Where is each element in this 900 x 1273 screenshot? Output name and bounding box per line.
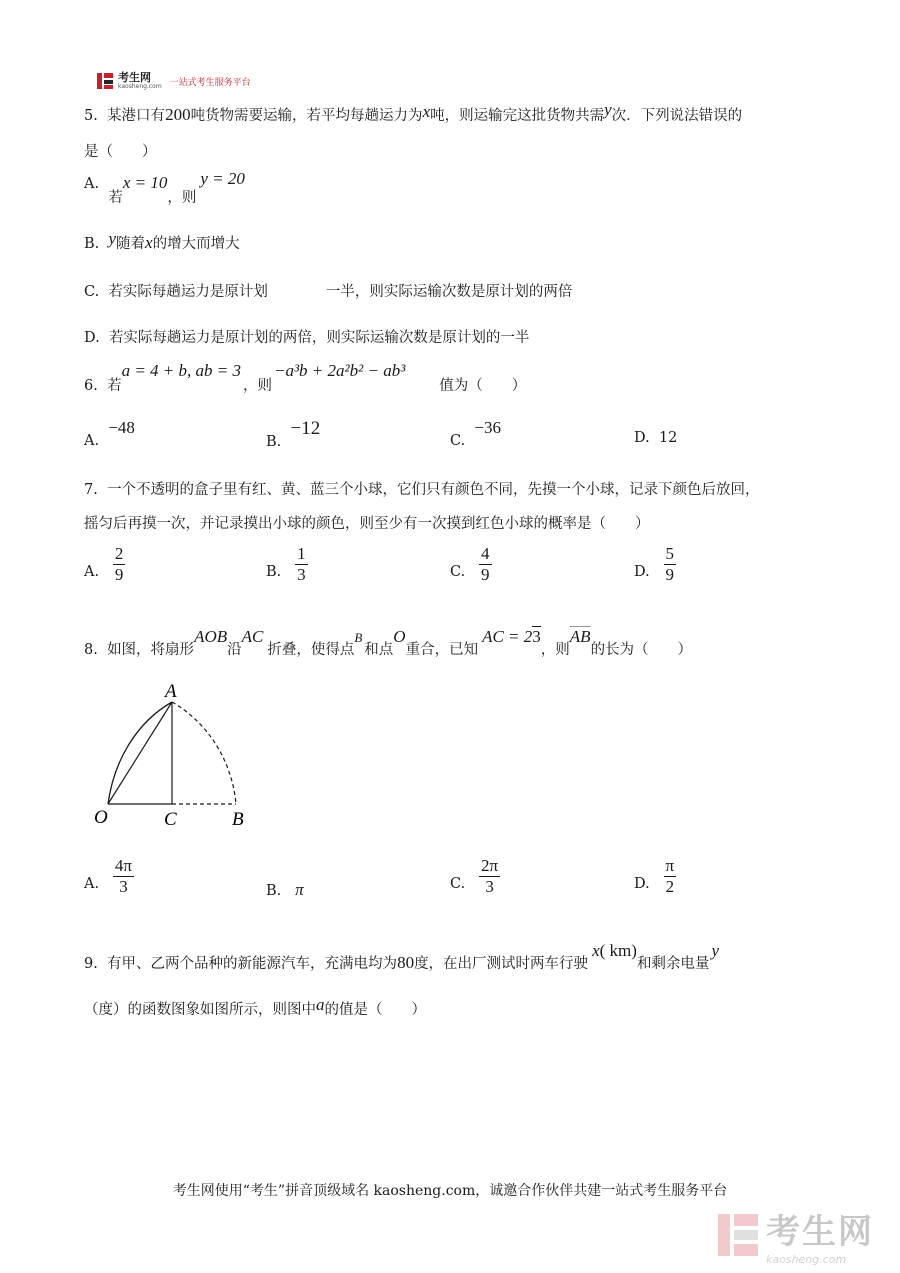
q8-stem: 8. 如图，将扇形AOB沿AC折叠，使得点B和点O重合，已知AC = 23，则AB的长为（ ） (84, 627, 693, 658)
label-o: O (94, 807, 108, 828)
q7-line2: 摇匀后再摸一次，并记录摸出小球的颜色，则至少有一次摸到红色小球的概率是（ ） (84, 516, 650, 532)
watermark-logo-icon (716, 1212, 760, 1258)
q8-option-a: A. $\frac{4\pi}{3}$ (84, 856, 133, 896)
label-c: C (164, 809, 177, 830)
q6-option-d: D. 12 (634, 430, 678, 446)
q6-option-a: A. −48 (84, 418, 135, 449)
sector-figure (92, 680, 262, 830)
label-a: A (165, 681, 177, 702)
label-b: B (232, 809, 244, 830)
q6-stem: 6. 若a = 4 + b, ab = 3，则−a³b + 2a²b² − ab³值为（ ） (84, 361, 527, 394)
watermark-name: 考生网 (766, 1212, 874, 1252)
q9-line1: 9. 有甲、乙两个品种的新能源汽车，充满电均为80度，在出厂测试时两车行驶x( km)和剩余电量y (84, 941, 719, 972)
original-arc-dashed (172, 702, 236, 804)
q7-option-b: B. $\frac{1}{3}$ (266, 544, 306, 584)
q5-line2: 是（ ） (84, 144, 157, 160)
q5-option-d: D. 若实际每趟运力是原计划的两倍，则实际运输次数是原计划的一半 (84, 330, 530, 346)
q5-line1: 5. 某港口有200吨货物需要运输，若平均每趟运力为x吨，则运输完这批货物共需y次．下列说法错误的 (84, 100, 743, 124)
q7-line1: 7. 一个不透明的盒子里有红、黄、蓝三个小球，它们只有颜色不同，先摸一个小球，记录下颜色后放回， (84, 482, 760, 498)
q5-option-b: B. y随着x的增大而增大 (84, 229, 240, 252)
watermark-url: kaosheng.com (766, 1253, 847, 1266)
header-logo (96, 72, 251, 90)
q7-option-a: A. $\frac{2}{9}$ (84, 544, 124, 584)
q8-option-b: B. π (266, 880, 304, 899)
q5-option-a: A. 若x = 10，则y = 20 (84, 169, 245, 206)
q6-option-c: C. −36 (450, 418, 501, 449)
segment-oa (108, 702, 172, 804)
logo-slogan: 一站式考生服务平台 (169, 77, 251, 88)
q5-option-c: C. 若实际每趟运力是原计划 一半，则实际运输次数是原计划的两倍 (84, 284, 573, 300)
q8-option-d: D. $\frac{\pi}{2}$ (634, 856, 675, 896)
q8-option-c: C. $\frac{2\pi}{3}$ (450, 856, 499, 896)
footer-text: 考生网使用“考生”拼音顶级域名 kaosheng.com，诚邀合作伙伴共建一站式考生服务平台 (172, 1183, 728, 1199)
logo-url: kaosheng.com (118, 82, 162, 90)
q9-line2: （度）的函数图象如图所示，则图中a的值是（ ） (84, 995, 426, 1018)
q7-option-d: D. $\frac{5}{9}$ (634, 544, 675, 584)
q6-option-b: B. −12 (266, 418, 321, 450)
watermark (716, 1204, 874, 1266)
q7-option-c: C. $\frac{4}{9}$ (450, 544, 490, 584)
logo-name: 考生网 (118, 70, 151, 84)
kaosheng-logo-icon (96, 72, 114, 90)
